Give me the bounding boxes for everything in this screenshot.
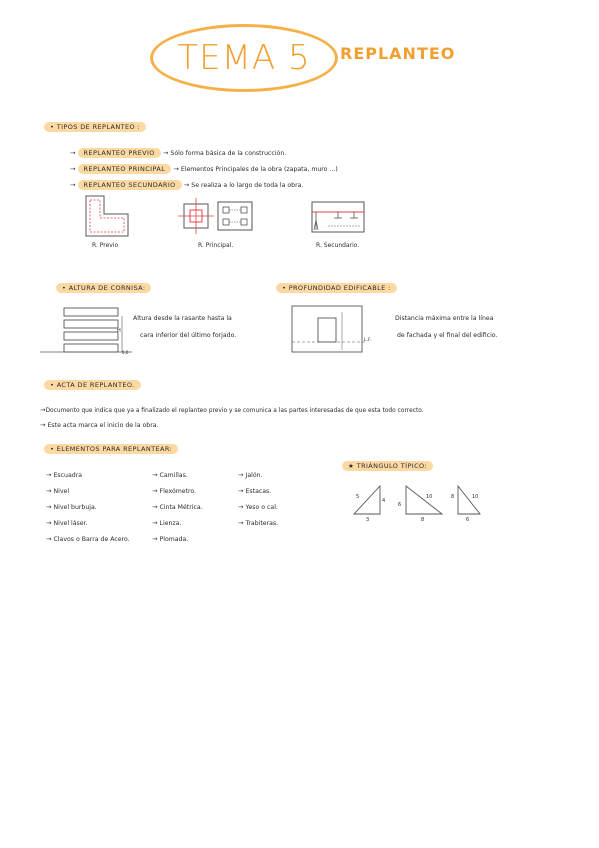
triangle-8610-figure: [454, 484, 484, 518]
arrow-icon: →: [70, 149, 78, 157]
triangle-6810-hyp: 10: [426, 494, 433, 500]
list-item: → Camillas.: [152, 471, 188, 479]
tipo-text: Elementos Principales de la obra (zapata, muro ...): [180, 166, 338, 173]
arrow-icon: →: [238, 503, 246, 511]
caption-principal: R. Principal.: [198, 242, 234, 249]
fig-replanteo-principal: [178, 196, 258, 236]
list-item: → Estacas.: [238, 487, 272, 495]
list-item: → Plomada.: [152, 535, 189, 543]
list-item: → Cinta Métrica.: [152, 503, 203, 511]
section-heading-altura: • ALTURA DE CORNISA:: [56, 283, 151, 293]
list-item: → Nivel: [46, 487, 70, 495]
list-item: → Clavos o Barra de Acero.: [46, 535, 130, 543]
arrow-icon: →: [238, 519, 246, 527]
acta-line-2: → Este acta marca el inicio de la obra.: [40, 421, 159, 429]
arrow-icon: →: [70, 165, 78, 173]
arrow-icon: →: [152, 503, 160, 511]
arrow-icon: →: [152, 487, 160, 495]
arrow-icon: →: [181, 181, 192, 189]
tipo-row-secundario: [70, 172, 303, 191]
list-item: → Escuadra: [46, 471, 83, 479]
list-item: → Lienza.: [152, 519, 182, 527]
caption-previo: R. Previo: [92, 242, 119, 249]
acta-line-1: →Documento que indica que ya a finalizado el replanteo previo y se comunica a las partes interesadas de que esta todo correcto.: [40, 406, 424, 414]
arrow-icon: →: [46, 535, 54, 543]
page-subtitle: REPLANTEO: [340, 44, 456, 63]
arrow-icon: →: [40, 406, 46, 414]
triangle-6810-figure: [402, 484, 446, 518]
elementos-col-1: [46, 462, 130, 542]
section-heading-tipos: • TIPOS DE REPLANTEO :: [44, 122, 146, 132]
tipo-label: REPLANTEO PRINCIPAL: [78, 164, 172, 174]
arrow-icon: →: [160, 149, 171, 157]
arrow-icon: →: [152, 535, 160, 543]
triangle-8610-hyp: 10: [472, 494, 479, 500]
triangle-345-base: 3: [366, 517, 370, 523]
list-item: → Flexómetro.: [152, 487, 197, 495]
fig-replanteo-secundario: [310, 196, 366, 236]
profundidad-text-1: Distancia máxima entre la línea: [395, 315, 494, 322]
list-item: → Jalón.: [238, 471, 263, 479]
triangle-8610-leg: 8: [451, 494, 455, 500]
arrow-icon: →: [171, 165, 181, 173]
triangle-345-hyp: 5: [356, 494, 360, 500]
altura-text-1: Altura desde la rasante hasta la: [133, 315, 232, 322]
title-oval: [150, 24, 338, 92]
section-heading-profundidad: • PROFUNDIDAD EDIFICABLE :: [276, 283, 397, 293]
list-item: → Nivel burbuja.: [46, 503, 97, 511]
section-heading-elementos: • ELEMENTOS PARA REPLANTEAR:: [44, 444, 178, 454]
arrow-icon: →: [238, 471, 246, 479]
triangle-345-leg: 4: [382, 498, 386, 504]
triangle-8610-base: 6: [466, 517, 470, 523]
tipo-label: REPLANTEO SECUNDARIO: [78, 180, 182, 190]
arrow-icon: →: [152, 471, 160, 479]
section-heading-triangulo: ★ TRIÁNGULO TÍPICO:: [342, 461, 433, 471]
arrow-icon: →: [152, 519, 160, 527]
triangle-6810-base: 8: [421, 517, 425, 523]
arrow-icon: →: [46, 519, 54, 527]
arrow-icon: →: [40, 421, 48, 429]
elementos-col-3: [238, 462, 278, 526]
list-item: → Nivel láser.: [46, 519, 88, 527]
arrow-icon: →: [46, 471, 54, 479]
arrow-icon: →: [46, 487, 54, 495]
fig-replanteo-previo: [82, 194, 132, 238]
list-item: → Trabiteras.: [238, 519, 279, 527]
fig-profundidad-edificable: [290, 302, 370, 354]
altura-fig-label-base: 0,0: [122, 350, 129, 355]
list-item: → Yeso o cal.: [238, 503, 278, 511]
elementos-col-2: [152, 462, 203, 542]
tipo-text: Sólo forma básica de la construcción.: [170, 150, 287, 157]
profundidad-fig-label: L.F.: [364, 338, 372, 343]
altura-fig-label-h: H: [117, 328, 121, 334]
profundidad-text-2: de fachada y el final del edificio.: [397, 332, 498, 339]
triangle-6810-leg: 6: [398, 502, 402, 508]
altura-text-2: cara inferior del último forjado.: [140, 332, 237, 339]
tipo-text: Se realiza a lo largo de toda la obra.: [191, 182, 304, 189]
arrow-icon: →: [46, 503, 54, 511]
arrow-icon: →: [70, 181, 78, 189]
tipo-label: REPLANTEO PREVIO: [78, 148, 161, 158]
section-heading-acta: • ACTA DE REPLANTEO.: [44, 380, 141, 390]
arrow-icon: →: [238, 487, 246, 495]
caption-secundario: R. Secundario.: [316, 242, 360, 249]
page-title: TEMA 5: [177, 38, 311, 78]
